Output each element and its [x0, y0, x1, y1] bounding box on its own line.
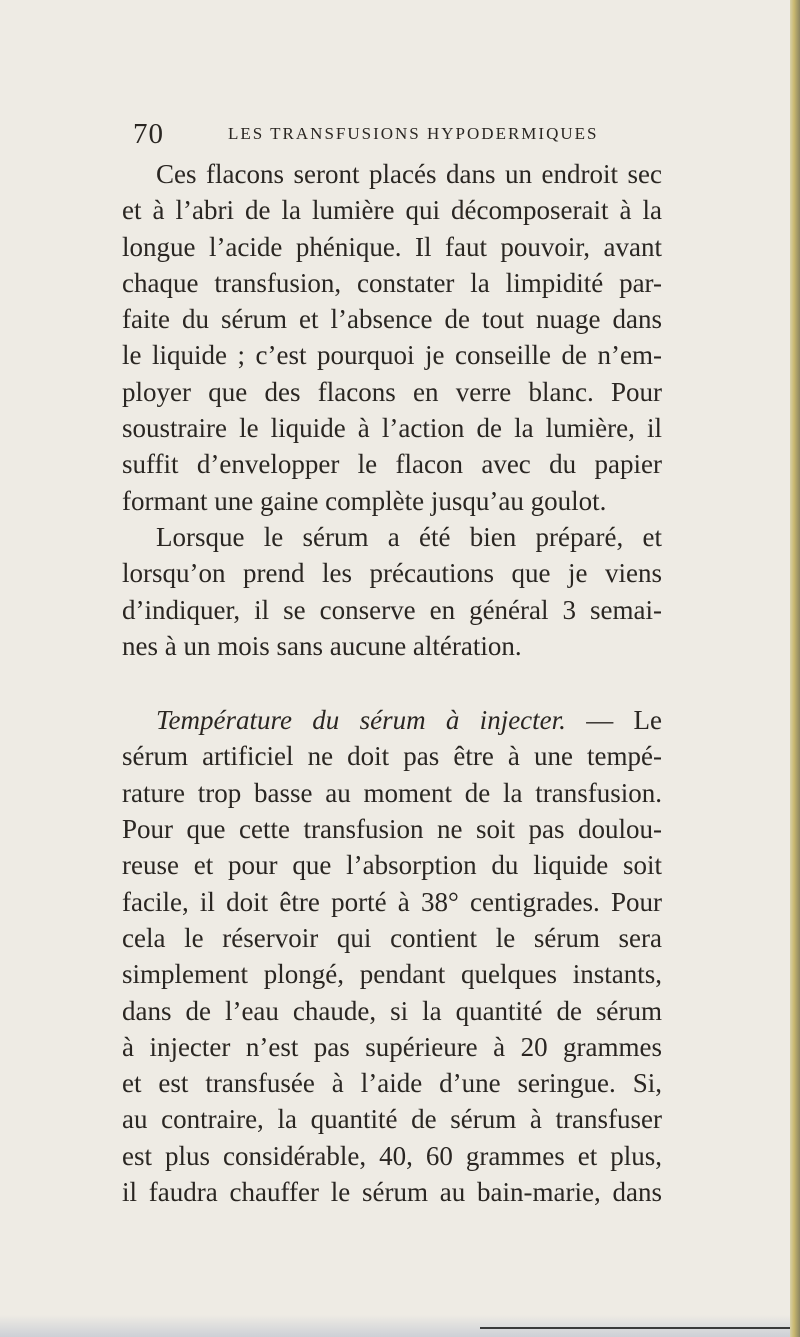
text-line: Pour que cette transfusion ne soit pas doulou- [122, 814, 662, 845]
text-line: à injecter n’est pas supérieure à 20 grammes [122, 1031, 662, 1062]
text-line: cela le réservoir qui contient le sérum sera [122, 922, 662, 953]
text-line: dans de l’eau chaude, si la quantité de sérum [122, 995, 662, 1026]
text-line: au contraire, la quantité de sérum à transfuser [122, 1104, 662, 1135]
text-line: faite du sérum et l’absence de tout nuage dans [122, 304, 662, 335]
text-line: et est transfusée à l’aide d’une seringue. Si, [122, 1068, 662, 1099]
text-line: d’indiquer, il se conserve en général 3 semai- [122, 594, 662, 625]
page-number: 70 [133, 118, 164, 150]
text-line: Ces flacons seront placés dans un endroit sec [156, 159, 662, 189]
body-text [122, 156, 662, 1210]
text-line: nes à un mois sans aucune altération. [122, 630, 522, 661]
text-line: rature trop basse au moment de la transfusion. [122, 777, 662, 808]
text-line: ployer que des flacons en verre blanc. Pour [122, 376, 662, 407]
page-edge [790, 0, 800, 1337]
running-title: LES TRANSFUSIONS HYPODERMIQUES [228, 124, 599, 143]
section-heading-rest: — Le [586, 705, 662, 736]
text-line: il faudra chauffer le sérum au bain-marie, dans [122, 1177, 662, 1208]
text-line: et à l’abri de la lumière qui décomposerait à la [122, 195, 662, 226]
text-line: est plus considérable, 40, 60 grammes et plus, [122, 1140, 662, 1171]
text-line: reuse et pour que l’absorption du liquide soit [122, 850, 662, 881]
text-line: chaque transfusion, constater la limpidité par- [122, 267, 662, 298]
text-line: sérum artificiel ne doit pas être à une tempé- [122, 741, 662, 772]
text-line: le liquide ; c’est pourquoi je conseille de n’em- [122, 340, 662, 371]
text-line: suffit d’envelopper le flacon avec du papier [122, 449, 662, 480]
section-heading: Température du sérum à injecter. [156, 705, 566, 736]
paragraph-gap [122, 664, 662, 702]
text-line: Lorsque le sérum a été bien préparé, et [156, 521, 662, 552]
section-heading-line [122, 702, 662, 738]
page-bottom-shadow [0, 1315, 790, 1337]
text-line: simplement plongé, pendant quelques instants, [122, 959, 662, 990]
text-line: soustraire le liquide à l’action de la lumière, il [122, 413, 662, 444]
text-line: longue l’acide phénique. Il faut pouvoir, avant [122, 231, 662, 262]
page-header [133, 118, 693, 152]
text-line: lorsqu’on prend les précautions que je viens [122, 558, 662, 589]
text-line: formant une gaine complète jusqu’au goulot. [122, 485, 607, 516]
bottom-rule [480, 1327, 790, 1329]
text-line: facile, il doit être porté à 38° centigrades. Pour [122, 886, 662, 917]
